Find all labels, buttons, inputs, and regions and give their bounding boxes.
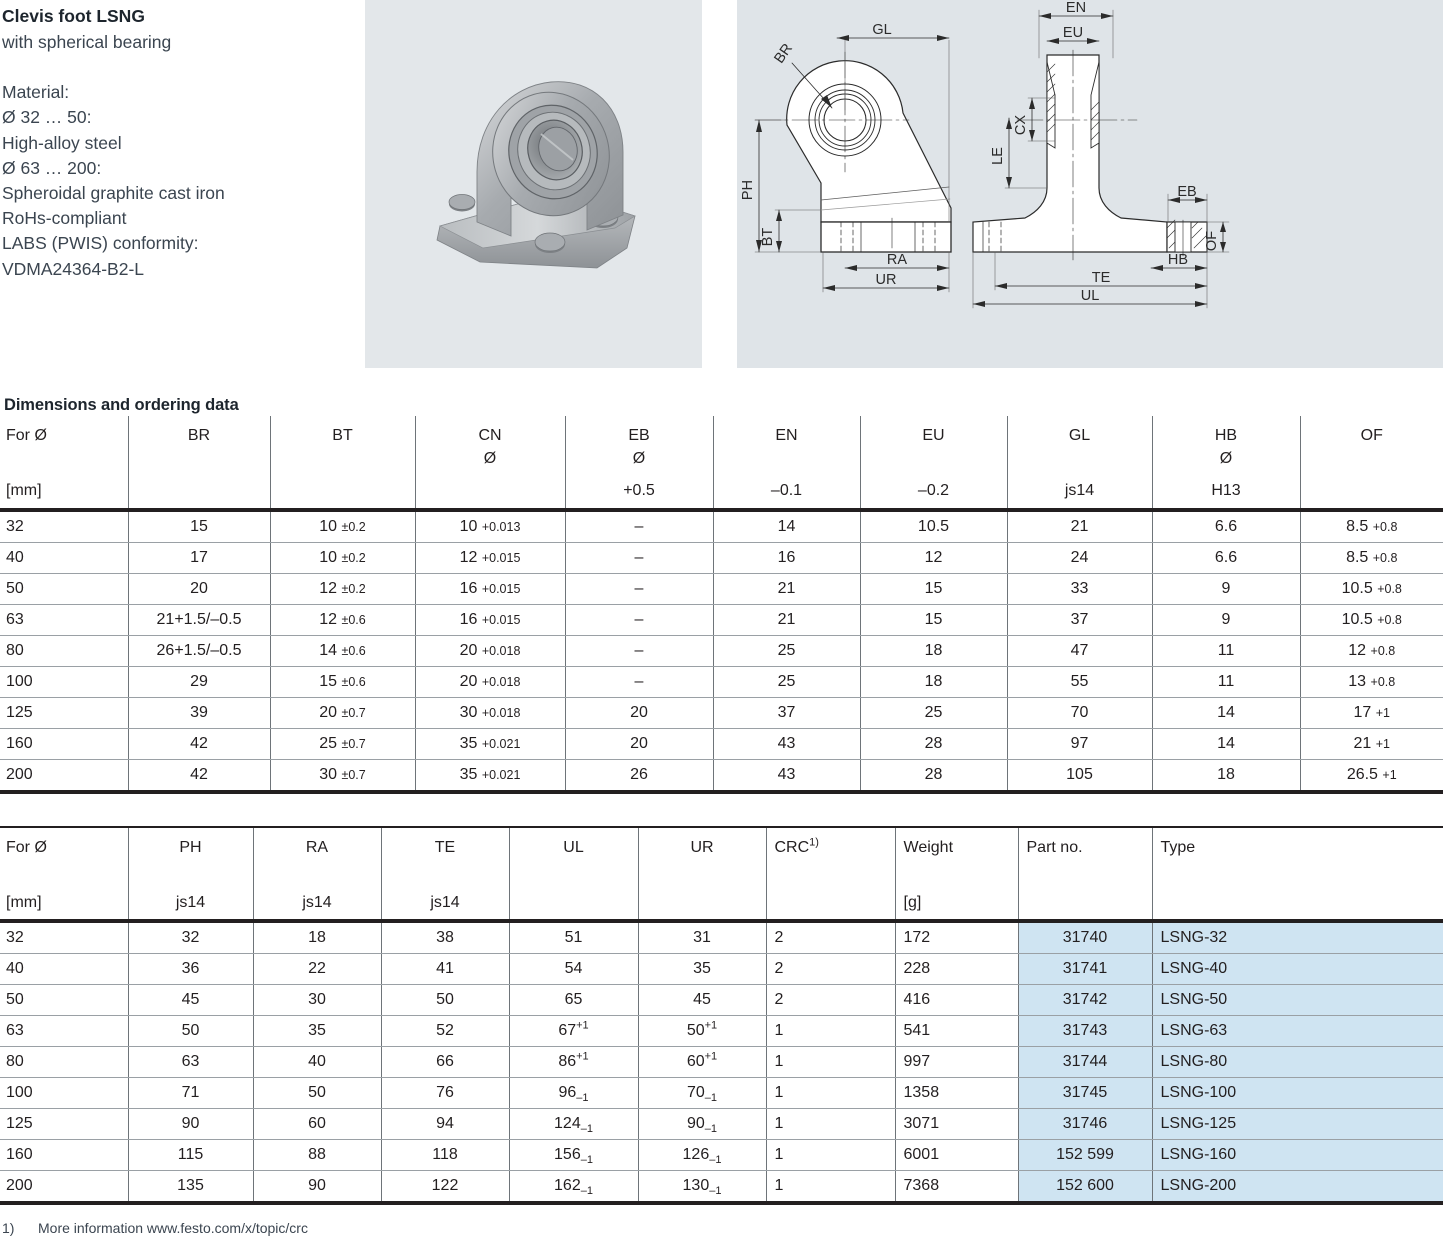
cell-for-d: 125 xyxy=(0,1109,128,1140)
cell-br: 42 xyxy=(128,760,270,793)
material-line-5: RoHs-compliant xyxy=(2,208,127,229)
cell-te: 52 xyxy=(381,1016,509,1047)
cell-ur: $130_{-1}$ xyxy=(638,1171,766,1204)
cell-for-d: 32 xyxy=(0,921,128,954)
drawing-label-RA: RA xyxy=(886,252,908,268)
cell-eu: 10.5 xyxy=(860,510,1007,543)
cell-cn: 35 +0.021 xyxy=(415,729,565,760)
cell-te: 122 xyxy=(381,1171,509,1204)
cell-eb: – xyxy=(565,667,713,698)
cell-type: LSNG-50 xyxy=(1152,985,1443,1016)
table-row xyxy=(0,1109,1443,1140)
col-header-of xyxy=(1300,416,1443,510)
cell-ur: $50^{+1}$ xyxy=(638,1016,766,1047)
table-row xyxy=(0,729,1443,760)
cell-ra: 18 xyxy=(253,921,381,954)
cell-ph: 135 xyxy=(128,1171,253,1204)
cell-for-d: 40 xyxy=(0,543,128,574)
hdr-line-3: [mm] xyxy=(6,482,42,499)
drawing-label-EB: EB xyxy=(1177,184,1197,200)
cell-ul: $67^{+1}$ xyxy=(509,1016,638,1047)
cell-weight: 172 xyxy=(895,921,1018,954)
hdr-line-1: TE xyxy=(434,839,456,856)
cell-ur: $126_{-1}$ xyxy=(638,1140,766,1171)
hdr-line-1: PH xyxy=(179,839,202,856)
cell-eu: 18 xyxy=(860,636,1007,667)
product-intro xyxy=(0,0,365,368)
cell-weight: 6001 xyxy=(895,1140,1018,1171)
cell-hb: 14 xyxy=(1152,729,1300,760)
hdr-line-3: +0.5 xyxy=(623,482,655,499)
cell-cn: 35 +0.021 xyxy=(415,760,565,793)
hdr-line-1 xyxy=(774,836,895,857)
cell-cn: 20 +0.018 xyxy=(415,636,565,667)
cell-ul: $86^{+1}$ xyxy=(509,1047,638,1078)
cell-ul: $162_{-1}$ xyxy=(509,1171,638,1204)
cell-of: 17 +1 xyxy=(1300,698,1443,729)
cell-gl: 55 xyxy=(1007,667,1152,698)
drawing-label-EN: EN xyxy=(1065,0,1087,16)
cell-te: 118 xyxy=(381,1140,509,1171)
table-row xyxy=(0,1078,1443,1109)
hdr-line-1: EN xyxy=(775,427,798,444)
col-header-br xyxy=(128,416,270,510)
cell-hb: 9 xyxy=(1152,605,1300,636)
cell-en: 25 xyxy=(713,667,860,698)
cell-en: 25 xyxy=(713,636,860,667)
table-row xyxy=(0,698,1443,729)
cell-cn: 20 +0.018 xyxy=(415,667,565,698)
table-row xyxy=(0,985,1443,1016)
drawing-label-BR: BR xyxy=(771,40,797,67)
cell-hb: 11 xyxy=(1152,667,1300,698)
footnote xyxy=(2,1220,308,1236)
table-row xyxy=(0,921,1443,954)
cell-for-d: 80 xyxy=(0,636,128,667)
cell-eb: 26 xyxy=(565,760,713,793)
cell-ra: 30 xyxy=(253,985,381,1016)
cell-crc: 1 xyxy=(766,1140,895,1171)
cell-type: LSNG-125 xyxy=(1152,1109,1443,1140)
col-header-hb xyxy=(1152,416,1300,510)
col-header-eu xyxy=(860,416,1007,510)
hdr-line-3: js14 xyxy=(430,894,460,911)
cell-for-d: 160 xyxy=(0,729,128,760)
col-header-te xyxy=(381,827,509,921)
cell-for-d: 40 xyxy=(0,954,128,985)
cell-crc: 1 xyxy=(766,1109,895,1140)
cell-weight: 541 xyxy=(895,1016,1018,1047)
hdr-line-1: For Ø xyxy=(6,427,47,444)
col-header-cn xyxy=(415,416,565,510)
dimensions-table xyxy=(0,416,1443,794)
product-subtitle: with spherical bearing xyxy=(2,32,172,52)
col-header-ph xyxy=(128,827,253,921)
cell-ra: 60 xyxy=(253,1109,381,1140)
cell-type: LSNG-80 xyxy=(1152,1047,1443,1078)
cell-br: 20 xyxy=(128,574,270,605)
table-header-row xyxy=(0,827,1443,921)
cell-ph: 71 xyxy=(128,1078,253,1109)
cell-crc: 2 xyxy=(766,954,895,985)
table-row xyxy=(0,667,1443,698)
hdr-line-1: UR xyxy=(690,839,714,856)
crc-label: CRC xyxy=(774,839,810,856)
hdr-line-1: OF xyxy=(1360,427,1383,444)
table-row xyxy=(0,636,1443,667)
hdr-line-3: –0.1 xyxy=(770,482,803,499)
cell-for-d: 200 xyxy=(6,766,33,783)
cell-crc: 1 xyxy=(766,1078,895,1109)
cell-hb: 6.6 xyxy=(1152,510,1300,543)
cell-bt: 15 ±0.6 xyxy=(270,667,415,698)
footnote-text: More information www.festo.com/x/topic/crc xyxy=(38,1220,308,1236)
cell-bt: 30 ±0.7 xyxy=(270,760,415,793)
cell-crc: 1 xyxy=(766,1016,895,1047)
cell-hb: 6.6 xyxy=(1152,543,1300,574)
cell-of: 8.5 +0.8 xyxy=(1300,510,1443,543)
cell-cn: 10 +0.013 xyxy=(415,510,565,543)
drawing-label-HB: HB xyxy=(1167,252,1189,268)
cell-part-no: 31745 xyxy=(1018,1078,1152,1109)
cell-of: 21 +1 xyxy=(1300,729,1443,760)
cell-of: 13 +0.8 xyxy=(1300,667,1443,698)
cell-ul: $124_{-1}$ xyxy=(509,1109,638,1140)
cell-for-d: 200 xyxy=(6,1177,33,1194)
product-title: Clevis foot LSNG xyxy=(2,6,145,26)
cell-ph: 63 xyxy=(128,1047,253,1078)
cell-ra: 35 xyxy=(253,1016,381,1047)
cell-ra: 40 xyxy=(253,1047,381,1078)
cell-gl: 37 xyxy=(1007,605,1152,636)
cell-eb: 20 xyxy=(565,698,713,729)
cell-eu: 12 xyxy=(860,543,1007,574)
col-header-eb xyxy=(565,416,713,510)
hdr-line-1: EU xyxy=(922,427,945,444)
table-row xyxy=(0,1016,1443,1047)
cell-weight: 3071 xyxy=(895,1109,1018,1140)
cell-weight: 997 xyxy=(895,1047,1018,1078)
table-row xyxy=(0,954,1443,985)
hdr-line-3: [mm] xyxy=(6,894,42,911)
material-line-3: Ø 63 … 200: xyxy=(2,157,102,178)
cell-cn: 12 +0.015 xyxy=(415,543,565,574)
cell-ur: 35 xyxy=(638,954,766,985)
drawing-label-LE: LE xyxy=(990,147,1006,165)
table-row xyxy=(0,1047,1443,1078)
col-header-part-no xyxy=(1018,827,1152,921)
hdr-line-1: CN xyxy=(478,427,502,444)
cell-for-d: 50 xyxy=(0,574,128,605)
cell-for-d: 50 xyxy=(0,985,128,1016)
col-header-for-d xyxy=(0,827,128,921)
cell-cn: 30 +0.018 xyxy=(415,698,565,729)
cell-te: 94 xyxy=(381,1109,509,1140)
cell-gl: 24 xyxy=(1007,543,1152,574)
material-line-0: Material: xyxy=(2,82,70,103)
drawing-label-GL: GL xyxy=(872,22,892,38)
cell-for-d: 160 xyxy=(0,1140,128,1171)
hdr-line-3: js14 xyxy=(175,894,206,911)
cell-eu: 15 xyxy=(860,605,1007,636)
cell-ul: 54 xyxy=(509,954,638,985)
cell-crc: 1 xyxy=(766,1047,895,1078)
cell-te: 41 xyxy=(381,954,509,985)
col-header-for-d xyxy=(0,416,128,510)
material-line-6: LABS (PWIS) conformity: xyxy=(2,233,199,254)
cell-ra: 50 xyxy=(253,1078,381,1109)
cell-ul: $96_{-1}$ xyxy=(509,1078,638,1109)
drawing-label-EU: EU xyxy=(1062,25,1084,41)
cell-ul: 65 xyxy=(509,985,638,1016)
cell-part-no: 31742 xyxy=(1018,985,1152,1016)
table-row xyxy=(0,1171,1443,1204)
cell-type: LSNG-40 xyxy=(1152,954,1443,985)
cell-ur: 45 xyxy=(638,985,766,1016)
table-row xyxy=(0,574,1443,605)
ordering-data-table xyxy=(0,826,1443,1205)
hdr-line-1: HB xyxy=(1214,427,1238,444)
material-line-4: Spheroidal graphite cast iron xyxy=(2,183,225,204)
cell-eu: 28 xyxy=(860,729,1007,760)
cell-gl: 97 xyxy=(1007,729,1152,760)
hdr-line-1: EB xyxy=(628,427,650,444)
footnote-number: 1) xyxy=(2,1220,15,1236)
cell-hb: 9 xyxy=(1152,574,1300,605)
cell-bt: 12 ±0.2 xyxy=(270,574,415,605)
cell-br: 39 xyxy=(128,698,270,729)
cell-br: 29 xyxy=(128,667,270,698)
cell-ra: 22 xyxy=(253,954,381,985)
cell-ra: 88 xyxy=(253,1140,381,1171)
cell-hb: 14 xyxy=(1152,698,1300,729)
cell-bt: 20 ±0.7 xyxy=(270,698,415,729)
cell-crc: 2 xyxy=(766,985,895,1016)
cell-eu: 25 xyxy=(860,698,1007,729)
cell-type: LSNG-160 xyxy=(1152,1140,1443,1171)
cell-ur: $70_{-1}$ xyxy=(638,1078,766,1109)
cell-eb: 20 xyxy=(565,729,713,760)
cell-bt: 25 ±0.7 xyxy=(270,729,415,760)
cell-for-d: 63 xyxy=(0,605,128,636)
cell-en: 21 xyxy=(713,574,860,605)
cell-for-d: 125 xyxy=(0,698,128,729)
cell-br: 15 xyxy=(128,510,270,543)
cell-eb: – xyxy=(565,510,713,543)
cell-gl: 105 xyxy=(1007,760,1152,793)
cell-part-no: 31741 xyxy=(1018,954,1152,985)
cell-hb: 11 xyxy=(1152,636,1300,667)
cell-te: 50 xyxy=(381,985,509,1016)
cell-en: 43 xyxy=(713,729,860,760)
cell-en: 16 xyxy=(713,543,860,574)
cell-ph: 90 xyxy=(128,1109,253,1140)
cell-bt: 14 ±0.6 xyxy=(270,636,415,667)
cell-of: 10.5 +0.8 xyxy=(1300,574,1443,605)
hdr-line-1: Type xyxy=(1160,839,1196,856)
cell-eb: – xyxy=(565,636,713,667)
cell-weight: 416 xyxy=(895,985,1018,1016)
cell-en: 37 xyxy=(713,698,860,729)
hdr-line-1: Part no. xyxy=(1026,839,1083,856)
hdr-line-1: For Ø xyxy=(6,839,47,856)
cell-for-d: 100 xyxy=(0,1078,128,1109)
col-header-en xyxy=(713,416,860,510)
hdr-line-3: H13 xyxy=(1211,482,1241,499)
cell-of: 10.5 +0.8 xyxy=(1300,605,1443,636)
cell-ph: 50 xyxy=(128,1016,253,1047)
material-line-2: High-alloy steel xyxy=(2,132,122,153)
cell-br: 42 xyxy=(128,729,270,760)
cell-crc: 2 xyxy=(766,921,895,954)
cell-crc: 1 xyxy=(766,1171,895,1204)
cell-part-no: 31744 xyxy=(1018,1047,1152,1078)
hdr-line-2: Ø xyxy=(632,450,646,467)
cell-en: 14 xyxy=(713,510,860,543)
col-header-crc xyxy=(766,827,895,921)
cell-br: 26+1.5/–0.5 xyxy=(128,636,270,667)
cell-ul: $156_{-1}$ xyxy=(509,1140,638,1171)
cell-weight: 7368 xyxy=(895,1171,1018,1204)
cell-bt: 12 ±0.6 xyxy=(270,605,415,636)
hdr-line-3: js14 xyxy=(1064,482,1095,499)
cell-for-d: 80 xyxy=(0,1047,128,1078)
cell-cn: 16 +0.015 xyxy=(415,574,565,605)
product-photo xyxy=(365,0,702,368)
cell-ph: 115 xyxy=(128,1140,253,1171)
cell-weight: 228 xyxy=(895,954,1018,985)
cell-for-d: 32 xyxy=(0,510,128,543)
cell-type: LSNG-63 xyxy=(1152,1016,1443,1047)
header-region xyxy=(0,0,1443,368)
cell-type: LSNG-32 xyxy=(1152,921,1443,954)
cell-eu: 28 xyxy=(860,760,1007,793)
cell-hb: 18 xyxy=(1152,760,1300,793)
cell-te: 38 xyxy=(381,921,509,954)
cell-en: 43 xyxy=(713,760,860,793)
table-header-row xyxy=(0,416,1443,510)
cell-eb: – xyxy=(565,543,713,574)
col-header-gl xyxy=(1007,416,1152,510)
cell-of: 8.5 +0.8 xyxy=(1300,543,1443,574)
cell-br: 17 xyxy=(128,543,270,574)
cell-gl: 70 xyxy=(1007,698,1152,729)
cell-eb: – xyxy=(565,574,713,605)
cell-en: 21 xyxy=(713,605,860,636)
cell-ur: $60^{+1}$ xyxy=(638,1047,766,1078)
cell-br: 21+1.5/–0.5 xyxy=(128,605,270,636)
cell-gl: 47 xyxy=(1007,636,1152,667)
cell-bt: 10 ±0.2 xyxy=(270,543,415,574)
cell-te: 76 xyxy=(381,1078,509,1109)
drawing-label-BT: BT xyxy=(760,227,776,247)
cell-part-no: 152 599 xyxy=(1018,1140,1152,1171)
dimensional-drawing xyxy=(737,0,1443,368)
cell-of: 26.5 +1 xyxy=(1300,760,1443,793)
hdr-line-1: GL xyxy=(1068,427,1091,444)
hdr-line-2: Ø xyxy=(1219,450,1233,467)
hdr-line-1: RA xyxy=(305,839,329,856)
cell-ul: 51 xyxy=(509,921,638,954)
hdr-line-1: BR xyxy=(187,427,211,444)
hdr-line-2: Ø xyxy=(483,450,497,467)
drawing-label-PH: PH xyxy=(740,179,756,201)
table-row xyxy=(0,605,1443,636)
cell-ur: $90_{-1}$ xyxy=(638,1109,766,1140)
footnote-marker: 1) xyxy=(809,836,819,849)
hdr-line-3: –0.2 xyxy=(917,482,950,499)
cell-te: 66 xyxy=(381,1047,509,1078)
cell-ph: 45 xyxy=(128,985,253,1016)
col-header-ul xyxy=(509,827,638,921)
col-header-bt xyxy=(270,416,415,510)
cell-part-no: 31746 xyxy=(1018,1109,1152,1140)
table-row xyxy=(0,760,1443,793)
cell-ra: 90 xyxy=(253,1171,381,1204)
hdr-line-1: Weight xyxy=(903,839,954,856)
cell-eu: 15 xyxy=(860,574,1007,605)
hdr-line-1: UL xyxy=(563,839,584,856)
material-line-7: VDMA24364-B2-L xyxy=(2,258,145,279)
cell-type: LSNG-200 xyxy=(1152,1171,1443,1204)
cell-ph: 32 xyxy=(128,921,253,954)
col-header-ra xyxy=(253,827,381,921)
section-title: Dimensions and ordering data xyxy=(4,396,239,414)
cell-for-d: 63 xyxy=(0,1016,128,1047)
cell-ur: 31 xyxy=(638,921,766,954)
table-row xyxy=(0,510,1443,543)
cell-weight: 1358 xyxy=(895,1078,1018,1109)
col-header-type xyxy=(1152,827,1443,921)
hdr-line-3: js14 xyxy=(302,894,332,911)
cell-bt: 10 ±0.2 xyxy=(270,510,415,543)
drawing-label-TE: TE xyxy=(1091,270,1111,286)
cell-eu: 18 xyxy=(860,667,1007,698)
cell-for-d: 100 xyxy=(0,667,128,698)
col-header-weight xyxy=(895,827,1018,921)
hdr-line-3: [g] xyxy=(903,894,922,911)
material-line-1: Ø 32 … 50: xyxy=(2,107,92,128)
drawing-label-UR: UR xyxy=(875,272,897,288)
cell-part-no: 152 600 xyxy=(1018,1171,1152,1204)
drawing-label-UL: UL xyxy=(1080,288,1100,304)
cell-of: 12 +0.8 xyxy=(1300,636,1443,667)
cell-part-no: 31740 xyxy=(1018,921,1152,954)
cell-cn: 16 +0.015 xyxy=(415,605,565,636)
cell-part-no: 31743 xyxy=(1018,1016,1152,1047)
hdr-line-1: BT xyxy=(332,427,353,444)
cell-type: LSNG-100 xyxy=(1152,1078,1443,1109)
drawing-label-OF: OF xyxy=(1204,230,1220,252)
cell-gl: 33 xyxy=(1007,574,1152,605)
cell-eb: – xyxy=(565,605,713,636)
col-header-ur xyxy=(638,827,766,921)
spacer xyxy=(2,55,355,80)
cell-gl: 21 xyxy=(1007,510,1152,543)
drawing-label-CX: CX xyxy=(1013,114,1029,136)
table-row xyxy=(0,543,1443,574)
cell-ph: 36 xyxy=(128,954,253,985)
table-row xyxy=(0,1140,1443,1171)
